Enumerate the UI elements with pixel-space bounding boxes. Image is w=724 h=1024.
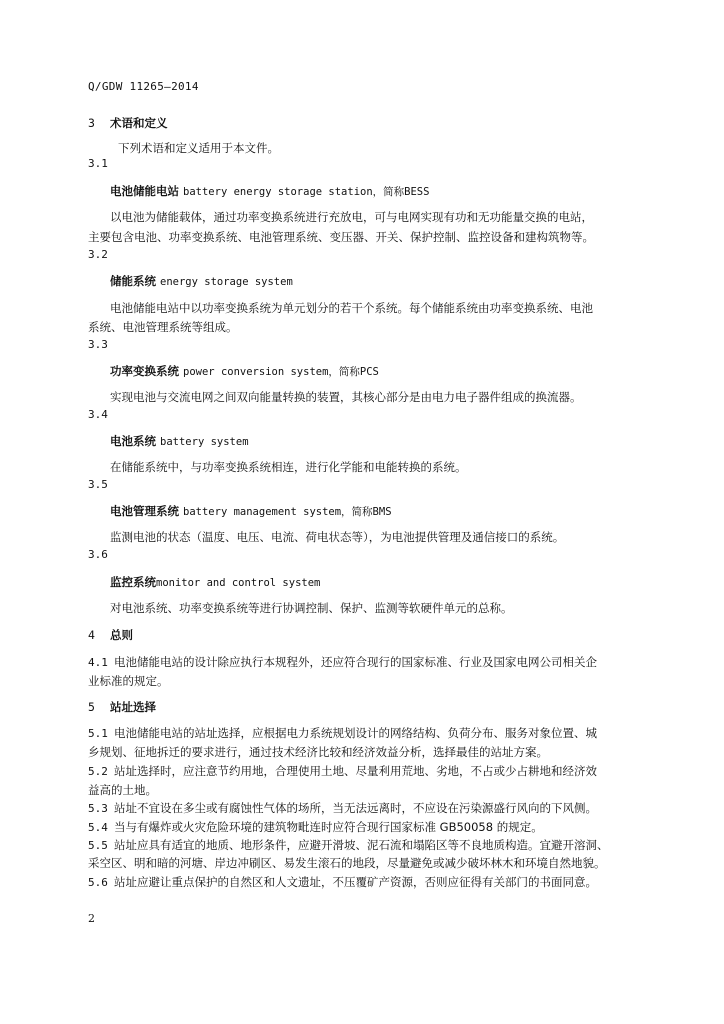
term-title	[110, 364, 379, 379]
term-number: 3.6	[88, 548, 108, 561]
section-3-intro: 下列术语和定义适用于本文件。	[118, 141, 279, 155]
clause-number: 5.1	[88, 727, 108, 740]
clause-text: 站址选择时，应注意节约用地，合理使用土地、尽量利用荒地、劣地，不占或少占耕地和经济效	[114, 764, 597, 778]
section-title: 术语和定义	[110, 116, 168, 130]
clause-number: 5.4	[88, 821, 108, 834]
clause-text: 电池储能电站的站址选择，应根据电力系统规划设计的网络结构、负荷分布、服务对象位置、城	[114, 726, 597, 740]
clause	[88, 726, 597, 741]
section-number: 4	[88, 628, 95, 642]
clause-text-cont: 业标准的规定。	[88, 674, 169, 688]
term-title	[110, 504, 392, 519]
clause-number: 5.2	[88, 765, 108, 778]
term-definition-cont: 主要包含电池、功率变换系统、电池管理系统、变压器、开关、保护控制、监控设备和建构筑物等。	[88, 230, 594, 244]
clause-text-cont: 益高的土地。	[88, 783, 157, 797]
term-en: power conversion system，简称PCS	[183, 366, 379, 378]
clause	[88, 820, 543, 835]
term-title	[110, 434, 249, 449]
section-title: 站址选择	[110, 700, 156, 714]
term-zh: 功率变换系统	[110, 364, 179, 378]
term-zh: 电池管理系统	[110, 504, 179, 518]
clause-number: 5.6	[88, 876, 108, 889]
clause-text-cont: 乡规划、征地拆迁的要求进行，通过技术经济比较和经济效益分析，选择最佳的站址方案。	[88, 745, 548, 759]
term-definition: 监测电池的状态（温度、电压、电流、荷电状态等），为电池提供管理及通信接口的系统。	[110, 530, 565, 544]
clause-text: 当与有爆炸或火灾危险环境的建筑物毗连时应符合现行国家标准 GB50058 的规定。	[114, 820, 543, 834]
page-number: 2	[88, 912, 95, 925]
section-3-heading	[88, 116, 168, 130]
term-zh: 电池储能电站	[110, 184, 179, 198]
clause	[88, 764, 597, 779]
term-definition: 实现电池与交流电网之间双向能量转换的装置，其核心部分是由电力电子器件组成的换流器。	[110, 390, 582, 404]
clause-text: 电池储能电站的设计除应执行本规程外，还应符合现行的国家标准、行业及国家电网公司相关企	[114, 655, 597, 669]
term-definition: 以电池为储能载体，通过功率变换系统进行充放电，可与电网实现有功和无功能量交换的电站，	[110, 210, 593, 224]
clause	[88, 655, 597, 670]
term-en: battery system	[160, 436, 249, 448]
term-zh: 电池系统	[110, 434, 156, 448]
term-zh: 储能系统	[110, 274, 156, 288]
section-number: 3	[88, 116, 95, 130]
section-title: 总则	[110, 628, 133, 642]
term-number: 3.3	[88, 338, 108, 351]
clause-text: 站址应具有适宜的地质、地形条件，应避开滑坡、泥石流和塌陷区等不良地质构造。宜避开溶洞、	[114, 838, 609, 852]
term-en: battery management system，简称BMS	[183, 506, 392, 518]
term-en: energy storage system	[160, 276, 293, 288]
clause-number: 5.3	[88, 802, 108, 815]
clause-text: 站址应避让重点保护的自然区和人文遗址，不压覆矿产资源，否则应征得有关部门的书面同意。	[114, 875, 597, 889]
term-en: battery energy storage station，简称BESS	[183, 186, 430, 198]
clause	[88, 875, 597, 890]
clause-text: 站址不宜设在多尘或有腐蚀性气体的场所，当无法远离时，不应设在污染源盛行风向的下风侧。	[114, 801, 597, 815]
term-number: 3.1	[88, 157, 108, 170]
term-title	[110, 184, 429, 199]
clause	[88, 838, 609, 853]
clause-number: 4.1	[88, 656, 108, 669]
section-5-heading	[88, 700, 156, 714]
term-number: 3.5	[88, 478, 108, 491]
term-definition: 电池储能电站中以功率变换系统为单元划分的若干个系统。每个储能系统由功率变换系统、电池	[110, 301, 593, 315]
term-en: monitor and control system	[156, 577, 321, 589]
document-code: Q/GDW 11265—2014	[88, 80, 199, 93]
section-number: 5	[88, 700, 95, 714]
section-4-heading	[88, 628, 133, 642]
term-zh: 监控系统	[110, 575, 156, 589]
term-definition-cont: 系统、电池管理系统等组成。	[88, 320, 238, 334]
clause-number: 5.5	[88, 839, 108, 852]
term-number: 3.4	[88, 408, 108, 421]
term-definition: 对电池系统、功率变换系统等进行协调控制、保护、监测等软硬件单元的总称。	[110, 601, 513, 615]
clause	[88, 801, 597, 816]
term-title	[110, 575, 320, 590]
term-definition: 在储能系统中，与功率变换系统相连，进行化学能和电能转换的系统。	[110, 460, 467, 474]
clause-text-cont: 采空区、明和暗的河塘、岸边冲刷区、易发生滚石的地段，尽量避免或减少破坏林木和环境自然地貌。	[88, 856, 606, 870]
term-title	[110, 274, 293, 289]
term-number: 3.2	[88, 248, 108, 261]
